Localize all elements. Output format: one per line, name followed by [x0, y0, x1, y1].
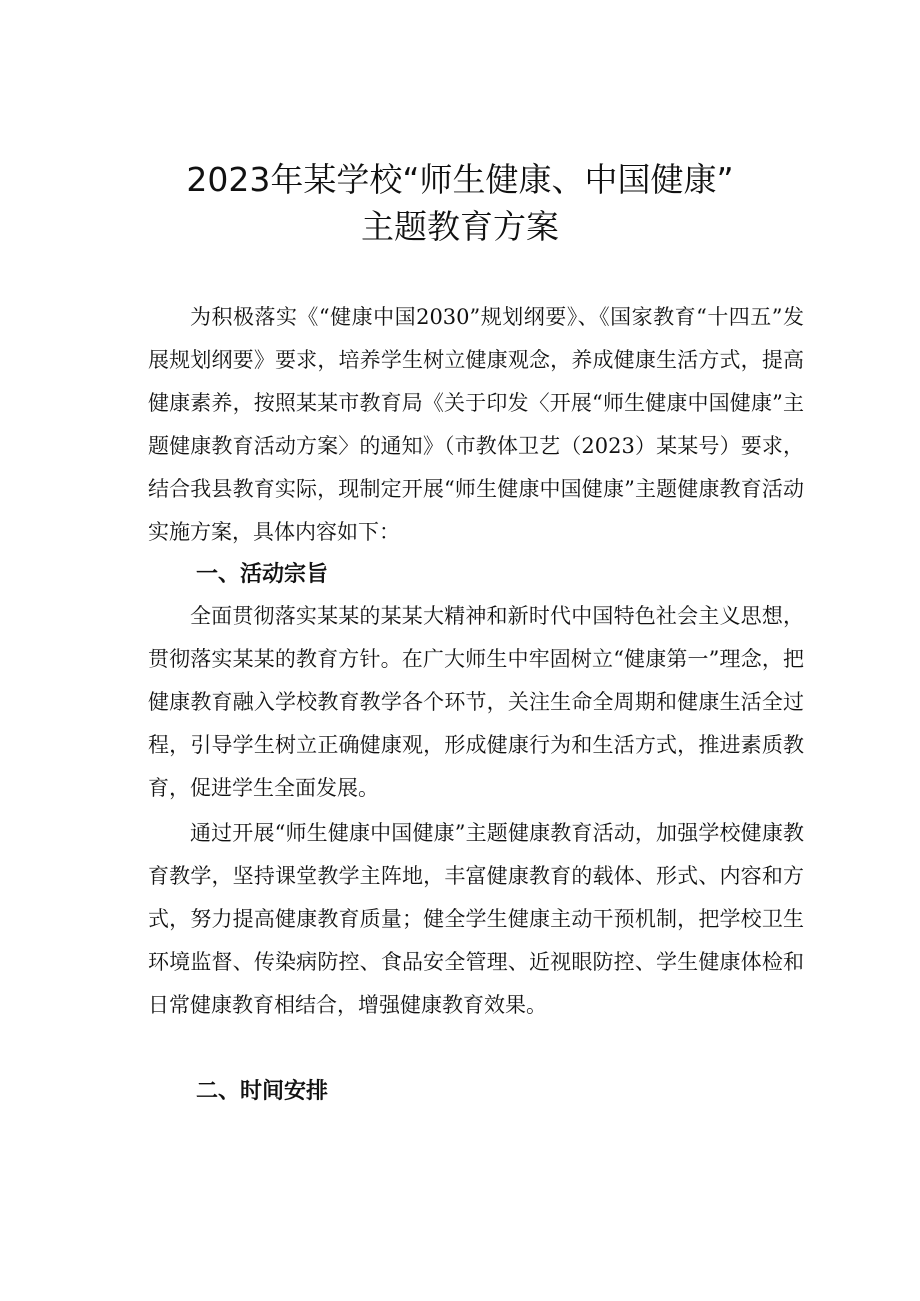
section-heading-schedule: 二、时间安排	[196, 1079, 329, 1104]
document-title-line2: 主题教育方案	[361, 207, 559, 246]
document-title-line1: 2023年某学校“师生健康、中国健康”	[186, 160, 734, 199]
purpose-paragraph-2: 通过开展“师生健康中国健康”主题健康教育活动，加强学校健康教育教学，坚持课堂教学主阵地，丰富健康教育的载体、形式、内容和方式，努力提高健康教育质量；健全学生健康主动干预机制，把学校卫生环境监督、传染病防控、食品安全管理、近视眼防控、学生健康体检和日常健康教育相结合，增强健康教育效果。	[148, 821, 804, 1017]
purpose-paragraph-1: 全面贯彻落实某某的某某大精神和新时代中国特色社会主义思想，贯彻落实某某的教育方针。在广大师生中牢固树立“健康第一”理念，把健康教育融入学校教育教学各个环节，关注生命全周期和健康生活全过程，引导学生树立正确健康观，形成健康行为和生活方式，推进素质教育，促进学生全面发展。	[148, 604, 804, 800]
intro-paragraph: 为积极落实《“健康中国2030”规划纲要》、《国家教育“十四五”发展规划纲要》要求，培养学生树立健康观念，养成健康生活方式，提高健康素养，按照某某市教育局《关于印发〈开展“师生健康中国健康”主题健康教育活动方案〉的通知》（市教体卫艺（2023）某某号）要求，结合我县教育实际，现制定开展“师生健康中国健康”主题健康教育活动实施方案，具体内容如下：	[148, 305, 804, 544]
section-heading-purpose: 一、活动宗旨	[196, 562, 329, 587]
